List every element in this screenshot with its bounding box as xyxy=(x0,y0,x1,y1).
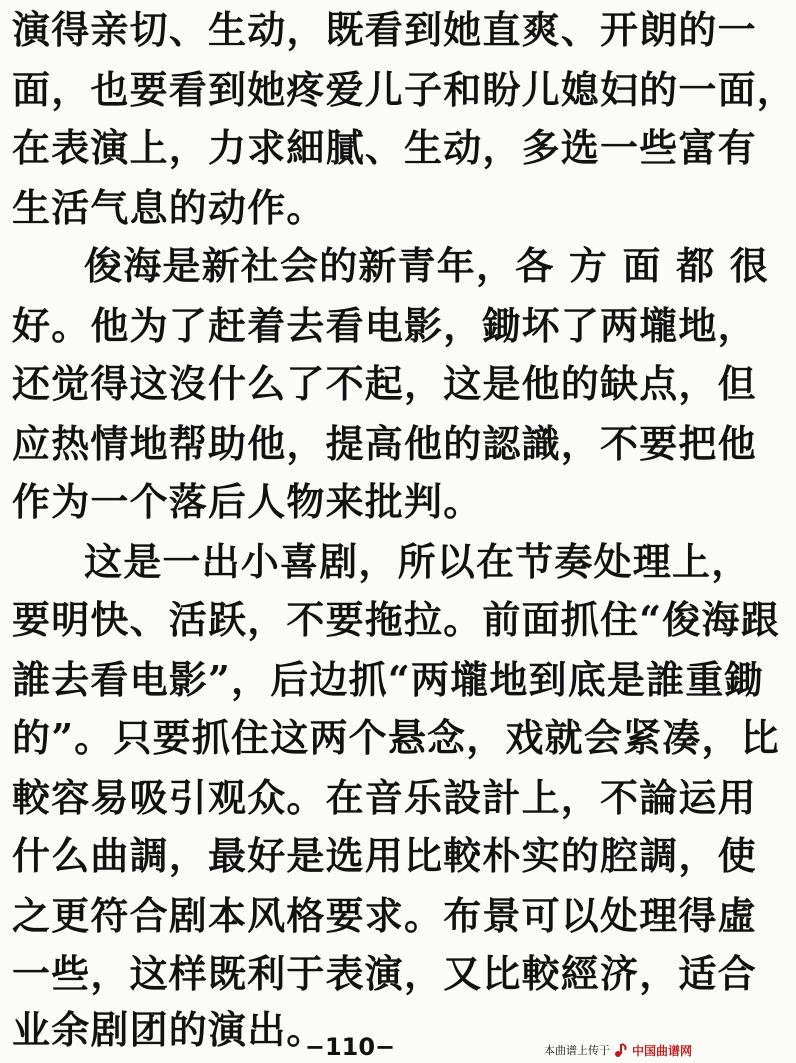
watermark-site-name: 中国曲谱网 xyxy=(631,1043,692,1058)
text-line: 面，也要看到她疼爱儿子和盼儿媳妇的一面， xyxy=(12,67,796,112)
text-line: 应热情地帮助他，提高他的認識，不要把他 xyxy=(12,421,757,466)
text-line: 誰去看电影”，后边抓“两壠地到底是誰重鋤 xyxy=(12,657,764,702)
text-line: 作为一个落后人物来批判。 xyxy=(12,479,483,524)
text-line: 較容易吸引观众。在音乐設計上，不論运用 xyxy=(12,775,757,820)
text-line: 之更符合剧本风格要求。布景可以处理得虛 xyxy=(12,893,757,938)
text-line: 好。他为了赶着去看电影，鋤坏了两壠地， xyxy=(12,303,757,348)
page-number: −110− xyxy=(304,1033,396,1061)
text-line: 一些，这样既利于表演，又比較經济，适合 xyxy=(12,951,757,996)
watermark-prefix: 本曲谱上传于 xyxy=(543,1044,610,1057)
text-line: 业余剧团的演出。 xyxy=(12,1007,326,1052)
site-watermark[interactable] xyxy=(544,1040,692,1060)
text-line: 生活气息的动作。 xyxy=(12,185,326,230)
text-line: 什么曲調，最好是选用比較朴实的腔調，使 xyxy=(12,833,757,878)
text-line: 还觉得这沒什么了不起，这是他的缺点，但 xyxy=(12,361,757,406)
text-line: 在表演上，力求細膩、生动，多选一些富有 xyxy=(12,125,757,170)
text-line: 要明快、活跃，不要拖拉。前面抓住“俊海跟 xyxy=(12,597,780,642)
paragraph-start-line: 这是一出小喜剧，所以在节奏处理上， xyxy=(84,539,751,584)
text-line: 演得亲切、生动，既看到她直爽、开朗的一 xyxy=(12,7,757,52)
paragraph-start-line: 俊海是新社会的新青年，各 方 面 都 很 xyxy=(84,243,769,288)
text-line: 的”。只要抓住这两个悬念，戏就会紧凑，比 xyxy=(12,715,780,760)
music-note-logo-icon xyxy=(613,1042,629,1058)
